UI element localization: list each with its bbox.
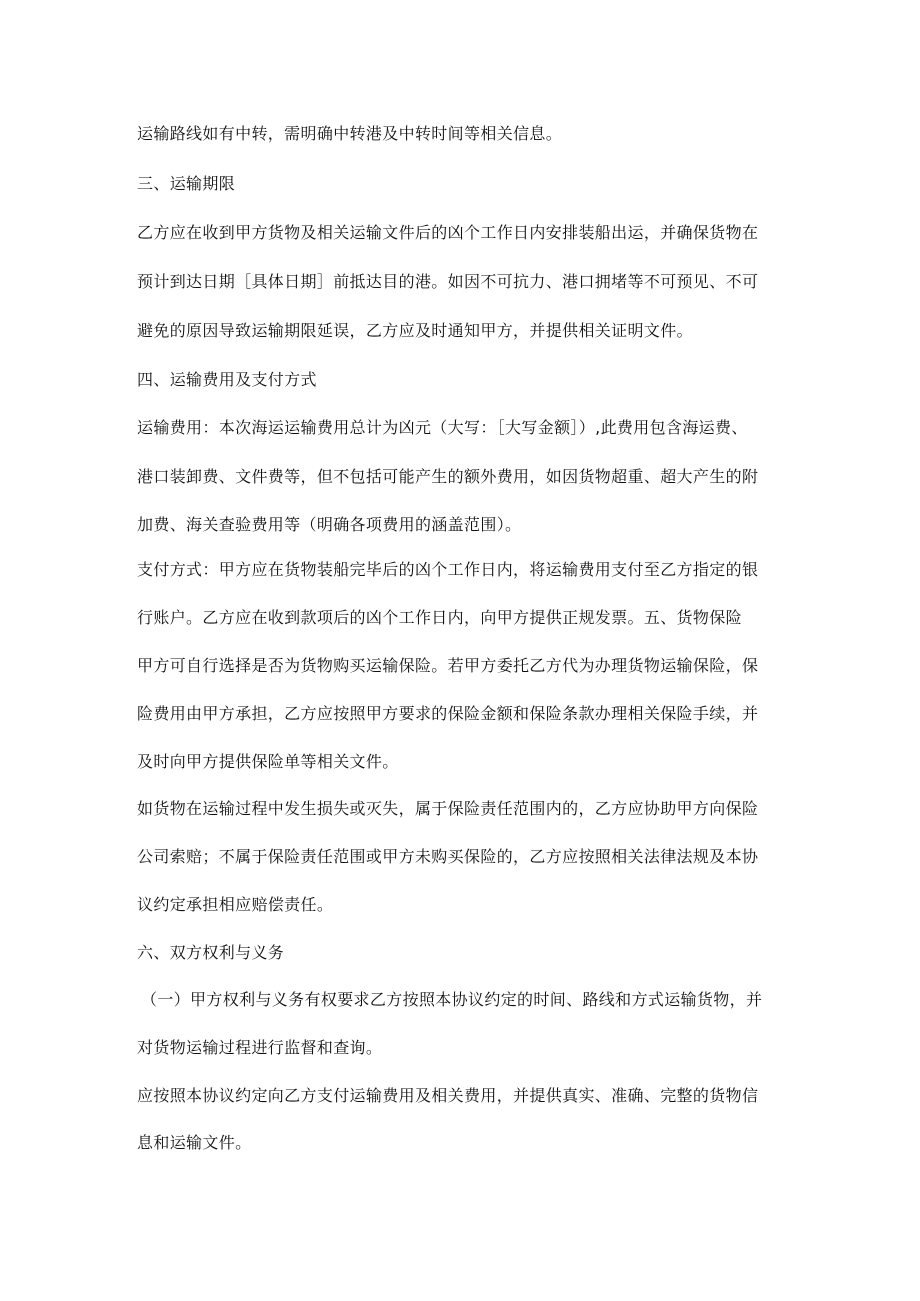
text-line: 运输路线如有中转，需明确中转港及中转时间等相关信息。 bbox=[137, 124, 563, 143]
section-heading: 六、双方权利与义务 bbox=[137, 943, 285, 962]
text-line: 行账户。乙方应在收到款项后的凶个工作日内，向甲方提供正规发票。五、货物保险 bbox=[137, 608, 742, 627]
text-line: 议约定承担相应赔偿责任。 bbox=[137, 895, 334, 914]
text-line: 如货物在运输过程中发生损失或灭失，属于保险责任范围内的，乙方应协助甲方向保险 bbox=[137, 799, 759, 818]
section-heading: 四、运输费用及支付方式 bbox=[137, 370, 317, 389]
text-line: 避免的原因导致运输期限延误，乙方应及时通知甲方，并提供相关证明文件。 bbox=[137, 321, 693, 340]
text-line: 乙方应在收到甲方货物及相关运输文件后的凶个工作日内安排装船出运，并确保货物在 bbox=[137, 223, 759, 242]
text-line: 加费、海关查验费用等（明确各项费用的涵盖范围）。 bbox=[137, 515, 522, 534]
text-line: 运输费用：本次海运运输费用总计为凶元（大写：［大写金额］）,此费用包含海运费、 bbox=[137, 418, 748, 437]
text-line: 息和运输文件。 bbox=[137, 1133, 252, 1152]
text-line: 公司索赔；不属于保险责任范围或甲方未购买保险的，乙方应按照相关法律法规及本协 bbox=[137, 847, 759, 866]
text-line: 及时向甲方提供保险单等相关文件。 bbox=[137, 752, 399, 771]
text-line: 甲方可自行选择是否为货物购买运输保险。若甲方委托乙方代为办理货物运输保险，保 bbox=[137, 656, 759, 675]
text-line: 预计到达日期［具体日期］前抵达目的港。如因不可抗力、港口拥堵等不可预见、不可 bbox=[137, 272, 759, 291]
text-line: 应按照本协议约定向乙方支付运输费用及相关费用，并提供真实、准确、完整的货物信 bbox=[137, 1086, 759, 1105]
text-line: 支付方式：甲方应在货物装船完毕后的凶个工作日内，将运输费用支付至乙方指定的银 bbox=[137, 560, 759, 579]
section-heading: 三、运输期限 bbox=[137, 174, 236, 193]
text-line: 险费用由甲方承担，乙方应按照甲方要求的保险金额和保险条款办理相关保险手续，并 bbox=[137, 704, 759, 723]
text-line: 港口装卸费、文件费等，但不包括可能产生的额外费用，如因货物超重、超大产生的附 bbox=[137, 467, 759, 486]
text-line: （一）甲方权利与义务有权要求乙方按照本协议约定的时间、路线和方式运输货物，并 bbox=[141, 990, 763, 1009]
text-line: 对货物运输过程进行监督和查询。 bbox=[137, 1038, 383, 1057]
